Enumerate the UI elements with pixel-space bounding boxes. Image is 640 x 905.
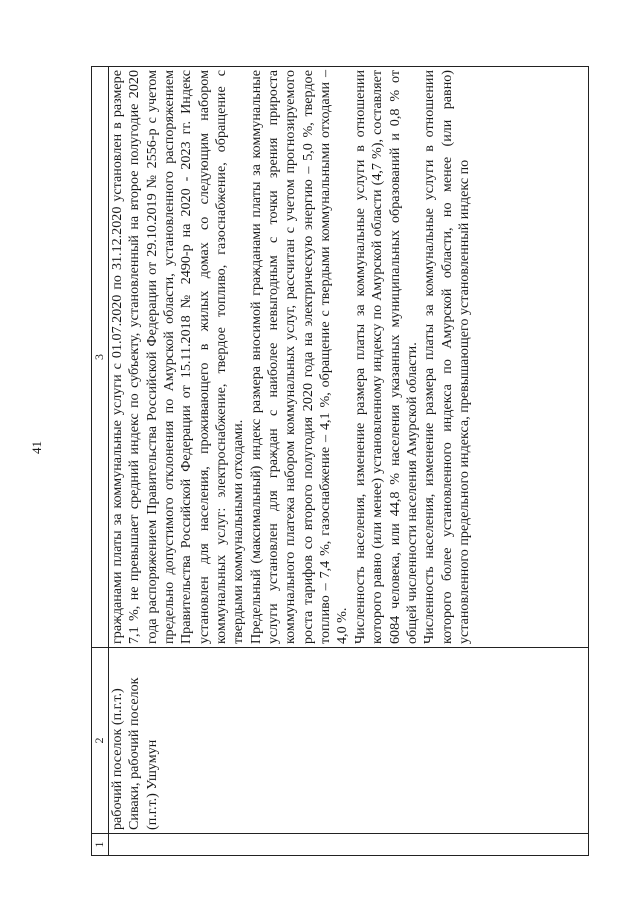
- description-paragraph-1: гражданами платы за коммунальные услуги с 01.07.2020 по 31.12.2020 установлен в размере 7,1 %, не превышает средний индекс по субъекту, установленный на второе полугодие 2020 года распоряжением Правительства Российской Федерации от 29.10.2019 № 2556-р с учетом предельно допустимого отклонения по Амурской области, установленного распоряжением Правительства Российской Федерации от 15.11.2018 № 2490-р на 2020 - 2023 гг. Индекс установлен для населения, проживающего в жилых домах со следующим набором коммунальных услуг: электроснабжение, твердое топливо, газоснабжение, обращение с твердыми коммунальными отходами.: [109, 70, 247, 644]
- header-cell-3: 3: [92, 67, 109, 648]
- row-cell-number: [109, 834, 589, 856]
- locality-text: рабочий поселок (п.г.т.) Сиваки, рабочий поселок (п.г.т.) Ушумун: [109, 677, 160, 830]
- row-cell-locality: [109, 648, 589, 834]
- rotated-table-container: [91, 66, 589, 856]
- table-row: [109, 67, 589, 856]
- description-paragraph-4: Численность населения, изменение размера платы за коммунальные услуги в отношении которого более установленного индекса по Амурской области, но менее (или равно) установленного предельного индекса, превышающего установленный индекс по: [421, 70, 472, 644]
- page-number: 41: [29, 441, 44, 454]
- table-header-row: [92, 67, 109, 856]
- header-cell-2: 2: [92, 648, 109, 834]
- header-cell-1: 1: [92, 834, 109, 856]
- row-cell-description: [109, 67, 589, 648]
- description-paragraph-2: Предельный (максимальный) индекс размера вносимой гражданами платы за коммунальные услуги установлен для граждан с наиболее невыгодным с точки зрения прироста коммунального платежа набором коммунальных услуг, рассчитан с учетом прогнозируемого роста тарифов со второго полугодия 2020 года на электрическую энергию – 5,0 %, твердое топливо – 7,4 %, газоснабжение – 4,1 %, обращение с твердыми коммунальными отходами – 4,0 %.: [247, 70, 351, 644]
- description-paragraph-3: Численность населения, изменение размера платы за коммунальные услуги в отношении которого равно (или менее) установленному индексу по Амурской области (4,7 %), составляет 6084 человека, или 44,8 % населения указанных муниципальных образований и 0,8 % от общей численности населения Амурской области.: [351, 70, 420, 644]
- document-table: [91, 66, 589, 856]
